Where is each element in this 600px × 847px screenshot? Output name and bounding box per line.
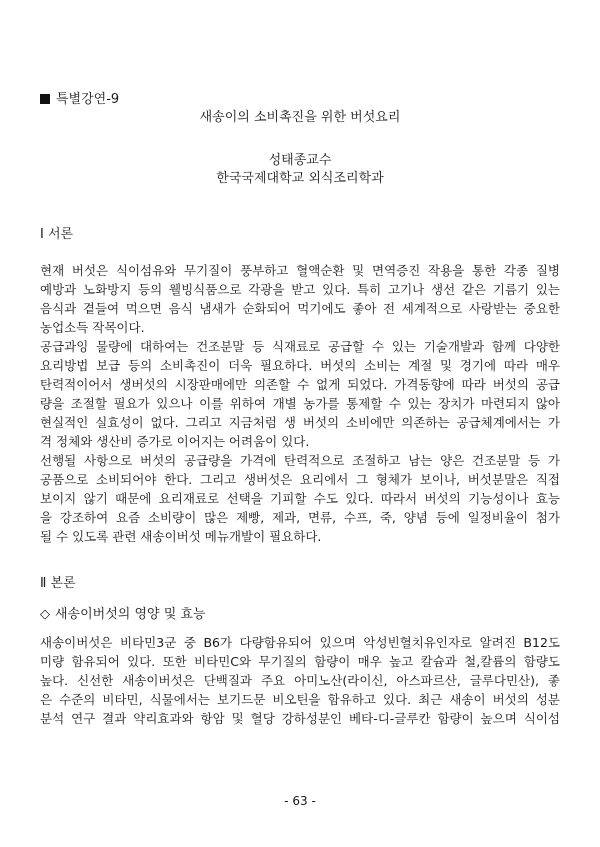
paragraph-line: 공급과잉 물량에 대하여는 건조분말 등 식재료로 공급할 수 있는 기술개발과 함께 다양한 (40, 339, 560, 354)
heading-main-body: Ⅱ 본론 (40, 576, 76, 591)
paragraph-line: 을 강조하여 요즘 소비량이 많은 제빵, 제과, 면류, 수프, 죽, 양념 등에 일정비율이 첨가 (40, 510, 560, 525)
paragraph-line: 은 수준의 비타민, 식물에서는 보기드문 비오틴을 함유하고 있다. 최근 새송이 버섯의 성분 (40, 692, 560, 707)
page-title: 새송이의 소비촉진을 위한 버섯요리 (199, 110, 401, 125)
paragraph-line: 농업소득 작목이다. (40, 320, 145, 335)
subheading (40, 603, 206, 622)
paragraph-line: 새송이버섯은 비타민3군 중 B6가 다량함유되어 있으며 악성빈혈치유인자로 알려진 B12도 (40, 635, 560, 650)
author-affiliation: 한국국제대학교 외식조리학과 (216, 171, 384, 186)
section-label (40, 88, 119, 107)
paragraph-line: 보이지 않기 때문에 요리재료로 선택을 기피할 수도 있다. 따라서 버섯의 기능성이나 효능 (40, 491, 560, 506)
paragraph-line: 음식과 곁들여 먹으면 음식 냄새가 순화되어 먹기에도 좋아 전 세계적으로 사랑받는 중요한 (40, 301, 560, 316)
paragraph-line: 예방과 노화방지 등의 웰빙식품으로 각광을 받고 있다. 특히 고기나 생선 같은 기름기 있는 (40, 282, 560, 297)
paragraph-line: 공품으로 소비되어야 한다. 그리고 생버섯은 요리에서 그 형체가 보이나, 버섯분말은 직접 (40, 472, 560, 487)
paragraph-line: 높다. 신선한 새송이버섯은 단백질과 주요 아미노산(라이신, 아스파르산, 글루다민산), 좋 (40, 673, 560, 688)
paragraph-line: 미량 함유되어 있다. 또한 비타민C와 무기질의 함량이 매우 높고 칼슘과 철,칼륨의 함량도 (40, 654, 560, 669)
paragraph-line: 분석 연구 결과 약리효과와 항암 및 혈당 강하성분인 베타-디-글루칸 함량이 높으며 식이섬 (40, 711, 560, 726)
subheading-text: 새송이버섯의 영양 및 효능 (55, 607, 206, 622)
paragraph-line: 량을 조절할 필요가 있으나 이를 위하여 개별 농가를 통제할 수 있는 장치가 마련되지 않아 (40, 396, 560, 411)
paragraph-line: 선행될 사항으로 버섯의 공급량을 가격에 탄력적으로 조절하고 남는 양은 건조분말 등 가 (40, 453, 560, 468)
paragraph-line: 요리방법 보급 등의 소비촉진이 더욱 필요하다. 버섯의 소비는 계절 및 경기에 따라 매우 (40, 358, 560, 373)
paragraph-line: 탄력적이어서 생버섯의 시장판매에만 의존할 수 없게 되었다. 가격동향에 따라 버섯의 공급 (40, 377, 560, 392)
black-square-icon (40, 94, 50, 104)
paragraph-line: 현실적인 실효성이 없다. 그리고 지금처럼 생 버섯의 소비에만 의존하는 공급체계에서는 가 (40, 415, 560, 430)
page-number: - 63 - (284, 794, 316, 808)
section-label-text: 특별강연-9 (56, 92, 120, 107)
heading-introduction: Ⅰ 서론 (40, 227, 74, 242)
paragraph-line: 될 수 있도록 관련 새송이버섯 메뉴개발이 필요하다. (40, 529, 322, 544)
diamond-icon: ◇ (40, 607, 50, 622)
author-name: 성태종교수 (268, 153, 332, 168)
paragraph-line: 현재 버섯은 식이섬유와 무기질이 풍부하고 혈액순환 및 면역증진 작용을 통한 각종 질병 (40, 263, 560, 278)
paragraph-line: 격 정체와 생산비 증가로 이어지는 어려움이 있다. (40, 434, 310, 449)
